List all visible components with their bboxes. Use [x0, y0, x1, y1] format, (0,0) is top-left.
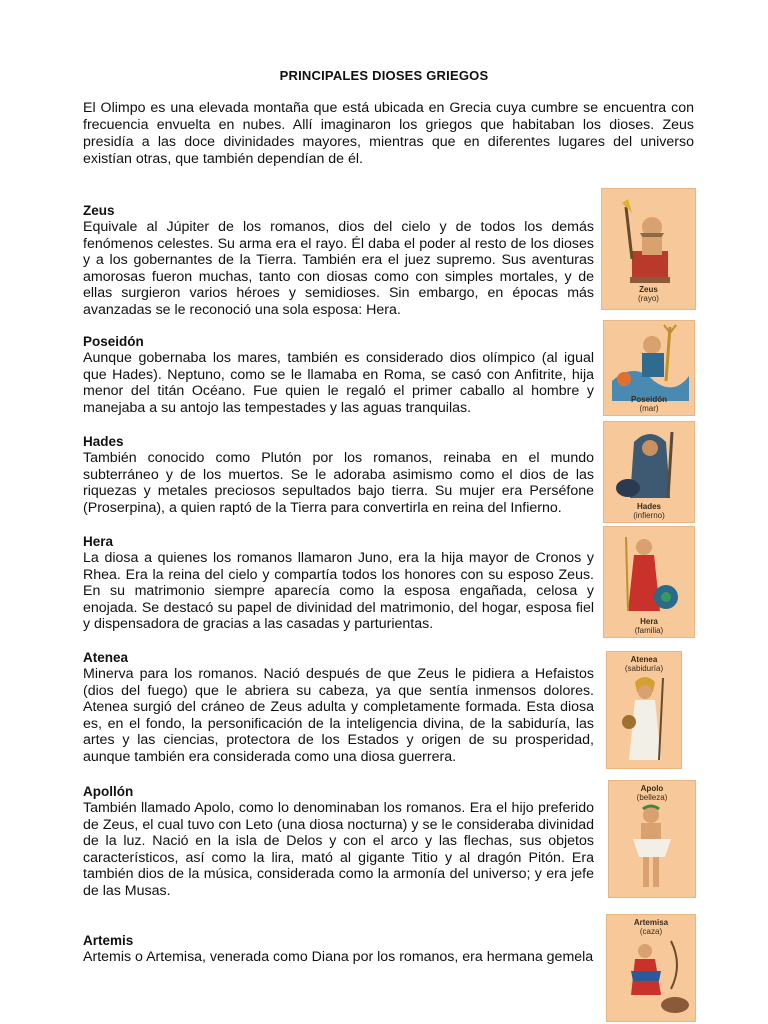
section-text: Minerva para los romanos. Nació después de que Zeus le pidiera a Hefaistos (dios del fuego) que le abriera su cabeza, ya que sentía inmensos dolores. Atenea surgió del cráneo de Zeus adulta y completamente formada. Esta diosa es, en el fondo, la personificación de la inteligencia divina, de la sabiduría, las artes y las ciencias, protectora de los Estados y origen de su prosperidad, aunque también era considerada como una diosa guerrera. — [83, 666, 594, 765]
intro-paragraph: El Olimpo es una elevada montaña que está ubicada en Grecia cuya cumbre se encuentra con frecuencia envuelta en nubes. Allí imaginaron los griegos que habitaban los dioses. Zeus presidía a las doce divinidades mayores, mientras que en diferentes lugares del universo existían otras, que también dependían de él. — [83, 100, 694, 167]
card-caption: Zeus (rayo) — [638, 285, 659, 303]
card-caption: Poseidón (mar) — [630, 395, 667, 413]
section-heading: Apollón — [83, 784, 134, 799]
section-hades — [83, 434, 594, 516]
section-heading: Hades — [83, 434, 124, 449]
section-text: La diosa a quienes los romanos llamaron Juno, era la hija mayor de Cronos y Rhea. Era la reina del cielo y compartía todos los honores con su esposo Zeus. En su matrimonio siempre aparecía como la esposa engañada, celosa y enojada. Se destacó su papel de divinidad del matrimonio, del hogar, esposa fiel y dispensadora de gracias a las casadas y parturientas. — [83, 550, 594, 633]
atenea-figure-icon — [607, 652, 681, 768]
hera-illustration — [603, 526, 695, 638]
card-caption: Atenea (sabiduría) — [624, 655, 664, 673]
section-apollon — [83, 784, 594, 900]
hades-illustration — [603, 421, 695, 523]
section-text: Artemis o Artemisa, venerada como Diana por los romanos, era hermana gemela — [83, 949, 594, 965]
section-heading: Zeus — [83, 203, 115, 218]
section-poseidon — [83, 334, 594, 416]
section-atenea — [83, 650, 594, 766]
zeus-illustration — [601, 188, 696, 310]
section-text: Aunque gobernaba los mares, también es considerado dios olímpico (al igual que Hades). Neptuno, como se le llamaba en Roma, se casó con Anfitrite, hija menor del titán Océano. Fue quien le regaló el primer caballo al hombre y manejaba a su antojo las tempestades y las aguas tranquilas. — [83, 350, 594, 416]
section-artemis — [83, 933, 594, 966]
artemisa-illustration — [606, 914, 696, 1022]
card-caption: Hades (infierno) — [633, 502, 665, 520]
section-text: También conocido como Plutón por los romanos, reinaba en el mundo subterráneo y de los muertos. Se le adoraba asimismo como el dios de las riquezas y metales preciosos sepultados bajo tierra. Su mujer era Perséfone (Proserpina), a quien raptó de la Tierra para convertirla en reina del Infierno. — [83, 450, 594, 516]
document-title: PRINCIPALES DIOSES GRIEGOS — [279, 68, 489, 83]
card-caption: Artemisa (caza) — [633, 918, 669, 936]
section-heading: Hera — [83, 534, 114, 549]
apolo-figure-icon — [609, 781, 695, 897]
card-caption: Apolo (belleza) — [636, 784, 668, 802]
section-heading: Atenea — [83, 650, 129, 665]
section-zeus — [83, 203, 594, 319]
section-text: Equivale al Júpiter de los romanos, dios del cielo y de todos los demás fenómenos celestes. Su arma era el rayo. Él daba el poder al resto de los dioses y a los gobernantes de la Tierra. También era el juez supremo. Sus aventuras amorosas fueron muchas, tanto con diosas como con simples mortales, y de ellas surgieron varios héroes y semidioses. Sin embargo, en épocas más avanzadas se le reconoció una sola esposa: Hera. — [83, 219, 594, 318]
section-text: También llamado Apolo, como lo denominaban los romanos. Era el hijo preferido de Zeus, el cual tuvo con Leto (una diosa nocturna) y se le consideraba divinidad de la luz. Nació en la isla de Delos y con el arco y las flechas, sus objetos característicos, así como la lira, mató al gigante Titio y al dragón Pitón. Era también dios de la música, considerada como la armonía del universo; y era jefe de las Musas. — [83, 800, 594, 899]
card-caption: Hera (familia) — [634, 617, 664, 635]
atenea-illustration — [606, 651, 682, 769]
artemisa-figure-icon — [607, 915, 695, 1021]
section-heading: Artemis — [83, 933, 134, 948]
section-heading: Poseidón — [83, 334, 144, 349]
apolo-illustration — [608, 780, 696, 898]
poseidon-illustration — [603, 320, 695, 416]
section-hera — [83, 534, 594, 633]
